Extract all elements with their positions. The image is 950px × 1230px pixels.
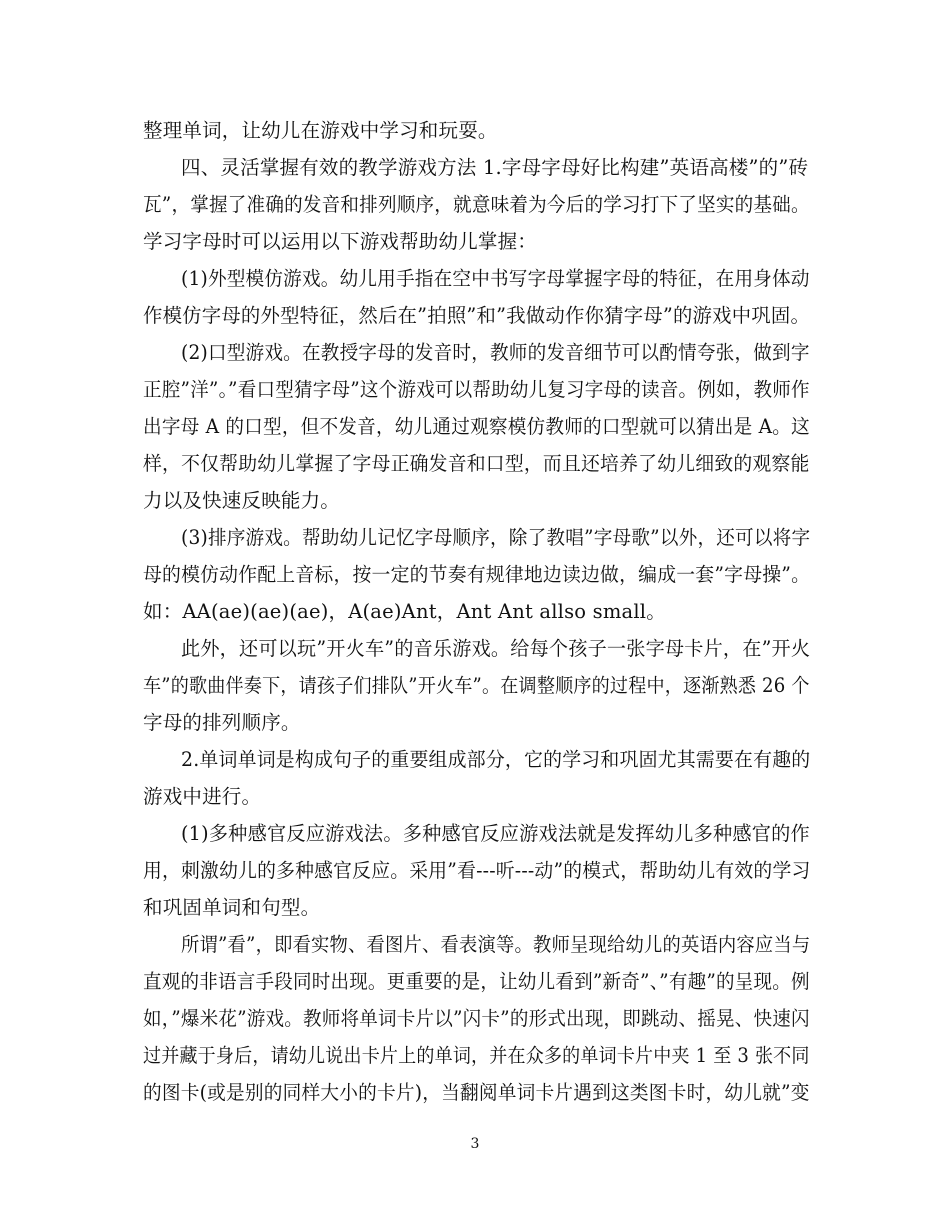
text-line: 整理单词，让幼儿在游戏中学习和玩耍。 [143,119,498,142]
text-line: 字母的排列顺序。 [143,711,301,734]
text-line: 直观的非语言手段同时出现。更重要的是，让幼儿看到”新奇”、”有趣”的呈现。例 [143,970,810,993]
text-line: 瓦”，掌握了准确的发音和排列顺序，就意味着为今后的学习打下了坚实的基础。 [143,193,810,216]
text-line: 作模仿字母的外型特征，然后在”拍照”和”我做动作你猜字母”的游戏中巩固。 [143,304,811,327]
text-line: 四、灵活掌握有效的教学游戏方法 1.字母字母好比构建”英语高楼”的”砖 [181,156,809,179]
text-line: 样，不仅帮助幼儿掌握了字母正确发音和口型，而且还培养了幼儿细致的观察能 [143,452,810,475]
text-line: 此外，还可以玩”开火车”的音乐游戏。给每个孩子一张字母卡片，在”开火 [181,637,811,660]
text-line: 所谓”看”，即看实物、看图片、看表演等。教师呈现给幼儿的英语内容应当与 [181,933,811,956]
text-line: 出字母 A 的口型，但不发音，幼儿通过观察模仿教师的口型就可以猜出是 A。这 [143,415,810,438]
text-line: 和巩固单词和句型。 [143,896,321,919]
text-line: (3)排序游戏。帮助幼儿记忆字母顺序，除了教唱”字母歌”以外，还可以将字 [181,526,811,549]
text-line: 母的模仿动作配上音标，按一定的节奏有规律地边读边做，编成一套”字母操”。 [143,563,811,586]
text-line: 正腔”洋”。”看口型猜字母”这个游戏可以帮助幼儿复习字母的读音。例如，教师作 [143,378,810,401]
text-line: (1)多种感官反应游戏法。多种感官反应游戏法就是发挥幼儿多种感官的作 [181,822,810,845]
text-line: 如，”爆米花”游戏。教师将单词卡片以”闪卡”的形式出现，即跳动、摇晃、快速闪 [143,1007,810,1030]
text-line: 力以及快速反映能力。 [143,489,341,512]
text-line: 学习字母时可以运用以下游戏帮助幼儿掌握： [143,230,538,253]
text-line: 用，刺激幼儿的多种感官反应。采用”看---听---动”的模式，帮助幼儿有效的学习 [143,859,811,882]
text-line: (2)口型游戏。在教授字母的发音时，教师的发音细节可以酌情夸张，做到字 [181,341,810,364]
text-line: 过并藏于身后，请幼儿说出卡片上的单词，并在众多的单词卡片中夹 1 至 3 张不同 [143,1044,810,1067]
text-line: 车”的歌曲伴奏下，请孩子们排队”开火车”。在调整顺序的过程中，逐渐熟悉 26 个 [143,674,810,697]
text-line: (1)外型模仿游戏。幼儿用手指在空中书写字母掌握字母的特征，在用身体动 [181,267,810,290]
text-line: 2.单词单词是构成句子的重要组成部分，它的学习和巩固尤其需要在有趣的 [181,748,811,771]
text-line: 如：AA(ae)(ae)(ae)，A(ae)Ant，Ant Ant allso small。 [143,600,666,623]
text-line: 的图卡(或是别的同样大小的卡片)，当翻阅单词卡片遇到这类图卡时，幼儿就”变 [143,1081,810,1104]
page-number: 3 [470,1136,480,1152]
text-line: 游戏中进行。 [143,785,262,808]
